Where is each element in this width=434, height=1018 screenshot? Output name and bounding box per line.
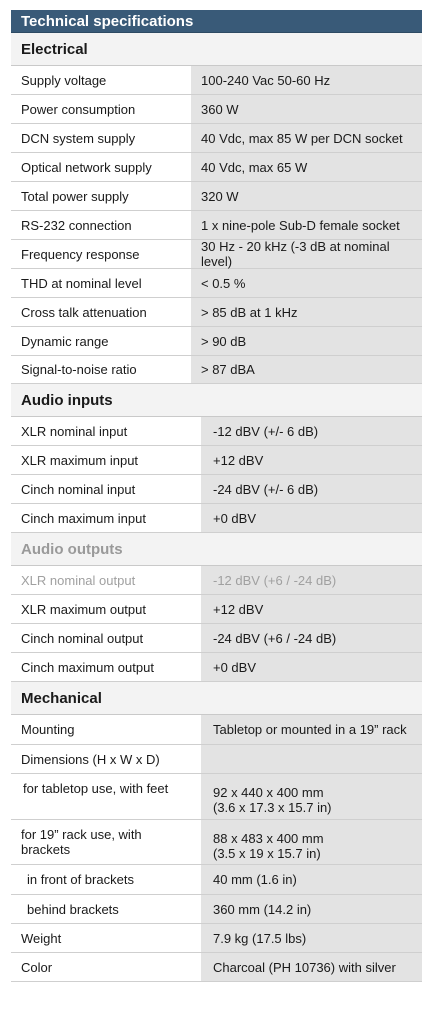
section-heading-audio-inputs: Audio inputs bbox=[11, 384, 422, 417]
table-row bbox=[11, 774, 422, 820]
spec-label: Total power supply bbox=[11, 182, 191, 210]
spec-value: 1 x nine-pole Sub-D female socket bbox=[191, 211, 422, 239]
section-heading-electrical: Electrical bbox=[11, 33, 422, 66]
table-row bbox=[11, 153, 422, 182]
spec-label: XLR maximum output bbox=[11, 595, 201, 623]
value-line: 92 x 440 x 400 mm bbox=[213, 785, 324, 800]
spec-value: +0 dBV bbox=[201, 504, 422, 532]
spec-value: 360 mm (14.2 in) bbox=[201, 895, 422, 923]
table-row bbox=[11, 327, 422, 356]
spec-value: +12 dBV bbox=[201, 595, 422, 623]
spec-value: -24 dBV (+/- 6 dB) bbox=[201, 475, 422, 503]
spec-value: 30 Hz - 20 kHz (-3 dB at nominal level) bbox=[191, 240, 422, 268]
table-row bbox=[11, 124, 422, 153]
spec-value: 320 W bbox=[191, 182, 422, 210]
spec-label: Dimensions (H x W x D) bbox=[11, 745, 201, 773]
spec-value bbox=[201, 774, 422, 819]
spec-value: -24 dBV (+6 / -24 dB) bbox=[201, 624, 422, 652]
table-row bbox=[11, 820, 422, 865]
table-row bbox=[11, 475, 422, 504]
spec-label: Frequency response bbox=[11, 240, 191, 268]
table-row bbox=[11, 924, 422, 953]
spec-label: THD at nominal level bbox=[11, 269, 191, 297]
table-row bbox=[11, 269, 422, 298]
table-row bbox=[11, 298, 422, 327]
spec-value: 40 mm (1.6 in) bbox=[201, 865, 422, 894]
spec-value: > 87 dBA bbox=[191, 356, 422, 383]
spec-value: 360 W bbox=[191, 95, 422, 123]
table-row bbox=[11, 595, 422, 624]
value-line: (3.5 x 19 x 15.7 in) bbox=[213, 845, 321, 861]
spec-value: +12 dBV bbox=[201, 446, 422, 474]
spec-label: Dynamic range bbox=[11, 327, 191, 355]
spec-label: Color bbox=[11, 953, 201, 981]
table-row bbox=[11, 95, 422, 124]
spec-value: 40 Vdc, max 65 W bbox=[191, 153, 422, 181]
section-heading-audio-outputs: Audio outputs bbox=[11, 533, 422, 566]
spec-value bbox=[201, 820, 422, 864]
table-row bbox=[11, 356, 422, 384]
spec-label: Mounting bbox=[11, 715, 201, 744]
section-heading-mechanical: Mechanical bbox=[11, 682, 422, 715]
table-row bbox=[11, 745, 422, 774]
value-line: (3.6 x 17.3 x 15.7 in) bbox=[213, 800, 332, 815]
spec-label: Cinch nominal output bbox=[11, 624, 201, 652]
spec-value: > 85 dB at 1 kHz bbox=[191, 298, 422, 326]
spec-label: Signal-to-noise ratio bbox=[11, 356, 191, 383]
spec-value: > 90 dB bbox=[191, 327, 422, 355]
spec-value: -12 dBV (+/- 6 dB) bbox=[201, 417, 422, 445]
spec-sheet bbox=[11, 10, 422, 982]
spec-value: Tabletop or mounted in a 19” rack bbox=[201, 715, 422, 744]
spec-label: Optical network supply bbox=[11, 153, 191, 181]
spec-label: Weight bbox=[11, 924, 201, 952]
table-row bbox=[11, 653, 422, 682]
spec-value: +0 dBV bbox=[201, 653, 422, 681]
spec-label: DCN system supply bbox=[11, 124, 191, 152]
spec-label: behind brackets bbox=[11, 895, 201, 923]
spec-value: < 0.5 % bbox=[191, 269, 422, 297]
table-row bbox=[11, 446, 422, 475]
page-title: Technical specifications bbox=[11, 10, 422, 33]
table-row bbox=[11, 417, 422, 446]
table-row bbox=[11, 504, 422, 533]
table-row bbox=[11, 66, 422, 95]
spec-value: -12 dBV (+6 / -24 dB) bbox=[201, 566, 422, 594]
spec-label: XLR nominal input bbox=[11, 417, 201, 445]
table-row bbox=[11, 715, 422, 745]
spec-label: XLR maximum input bbox=[11, 446, 201, 474]
table-row bbox=[11, 566, 422, 595]
spec-value: 100-240 Vac 50-60 Hz bbox=[191, 66, 422, 94]
spec-label: RS-232 connection bbox=[11, 211, 191, 239]
spec-label: Cinch maximum input bbox=[11, 504, 201, 532]
table-row bbox=[11, 895, 422, 924]
table-row bbox=[11, 240, 422, 269]
table-row bbox=[11, 182, 422, 211]
value-line: 88 x 483 x 400 mm bbox=[213, 830, 324, 846]
spec-value: 40 Vdc, max 85 W per DCN socket bbox=[191, 124, 422, 152]
spec-label: for tabletop use, with feet bbox=[11, 774, 201, 819]
spec-label: in front of brackets bbox=[11, 865, 201, 894]
spec-label: Supply voltage bbox=[11, 66, 191, 94]
spec-value: 7.9 kg (17.5 lbs) bbox=[201, 924, 422, 952]
table-row bbox=[11, 211, 422, 240]
spec-label: XLR nominal output bbox=[11, 566, 201, 594]
audio-outputs-table bbox=[11, 566, 422, 682]
audio-inputs-table bbox=[11, 417, 422, 533]
spec-value bbox=[201, 745, 422, 773]
mechanical-table bbox=[11, 715, 422, 982]
table-row bbox=[11, 865, 422, 895]
spec-label: Power consumption bbox=[11, 95, 191, 123]
spec-label: Cinch nominal input bbox=[11, 475, 201, 503]
spec-label: for 19” rack use, with brackets bbox=[11, 820, 201, 864]
electrical-table bbox=[11, 66, 422, 384]
spec-label: Cross talk attenuation bbox=[11, 298, 191, 326]
spec-value: Charcoal (PH 10736) with silver bbox=[201, 953, 422, 981]
spec-label: Cinch maximum output bbox=[11, 653, 201, 681]
table-row bbox=[11, 624, 422, 653]
table-row bbox=[11, 953, 422, 982]
